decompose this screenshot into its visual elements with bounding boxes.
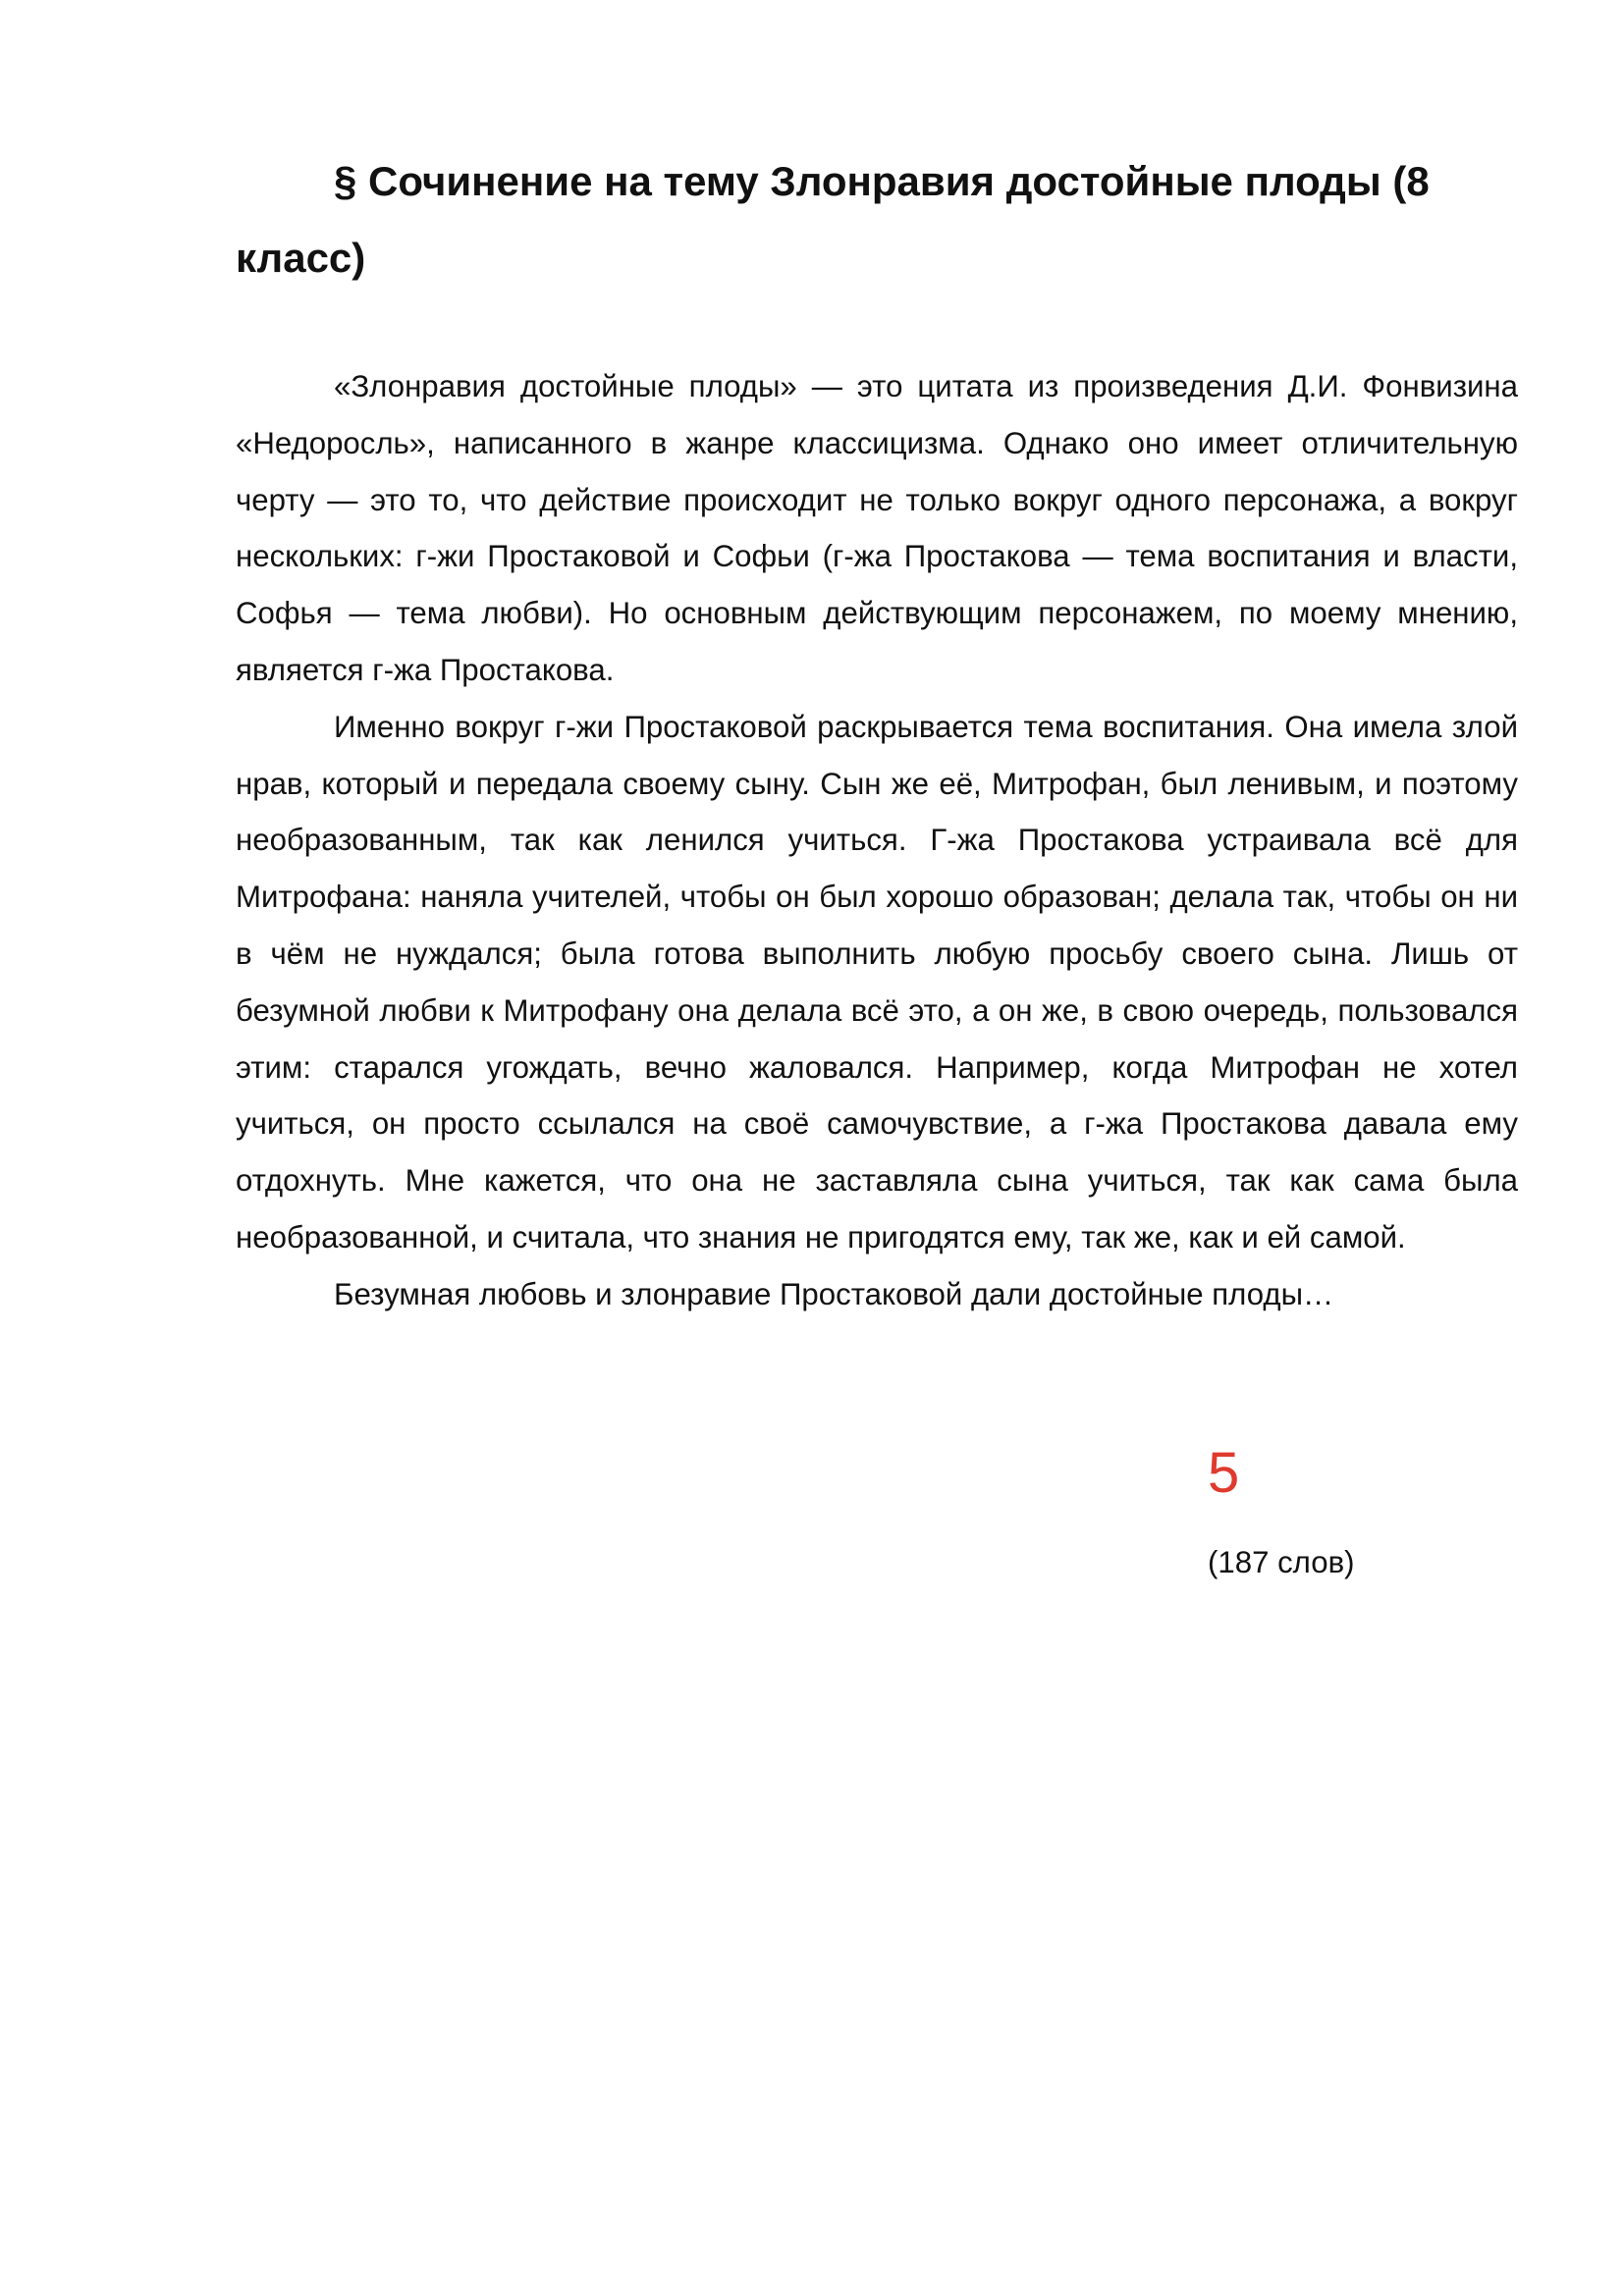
essay-body xyxy=(236,358,1518,1323)
essay-title: § Сочинение на тему Злонравия достойные плоды (8 класс) xyxy=(236,158,1430,281)
grade-mark: 5 xyxy=(1208,1441,1240,1505)
word-count: (187 слов) xyxy=(1208,1545,1355,1579)
essay-paragraph-3: Безумная любовь и злонравие Простаковой дали достойные плоды… xyxy=(334,1276,1334,1311)
essay-paragraph-1: «Злонравия достойные плоды» — это цитата из произведения Д.И. Фонвизина «Недоросль», написанного в жанре классицизма. Однако оно имеет отличительную черту — это то, что действие происходит не только вокруг одного персонажа, а вокруг нескольких: г-жи Простаковой и Софьи (г-жа Простакова — тема воспитания и власти, Софья — тема любви). Но основным действующим персонажем, по моему мнению, является г-жа Простакова. xyxy=(236,369,1518,687)
essay-paragraph-2: Именно вокруг г-жи Простаковой раскрывается тема воспитания. Она имела злой нрав, который и передала своему сыну. Сын же её, Митрофан, был ленивым, и поэтому необразованным, так как ленился учиться. Г-жа Простакова устраивала всё для Митрофана: наняла учителей, чтобы он был хорошо образован; делала так, чтобы он ни в чём не нуждался; была готова выполнить любую просьбу своего сына. Лишь от безумной любви к Митрофану она делала всё это, а он же, в свою очередь, пользовался этим: старался угождать, вечно жаловался. Например, когда Митрофан не хотел учиться, он просто ссылался на своё самочувствие, а г-жа Простакова давала ему отдохнуть. Мне кажется, что она не заставляла сына учиться, так как сама была необразованной, и считала, что знания не пригодятся ему, так же, как и ей самой. xyxy=(236,709,1518,1255)
